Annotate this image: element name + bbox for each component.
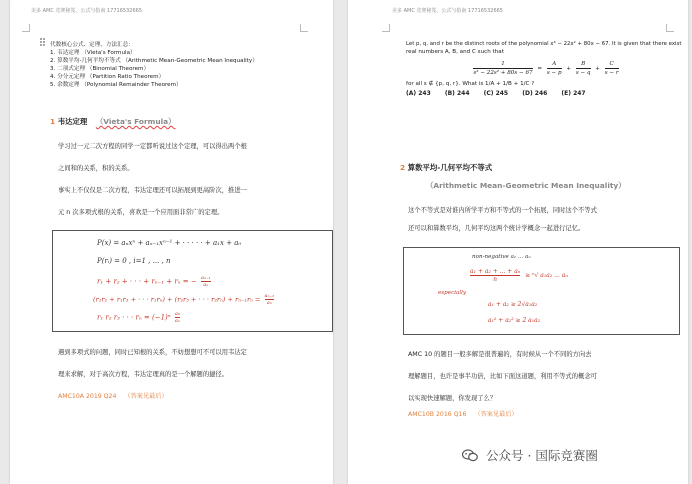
choice-c: (C) 245 — [483, 90, 509, 97]
crop-mark — [382, 24, 390, 32]
choice-e: (E) 247 — [561, 90, 586, 97]
section-title-text: 算数平均-几何平均不等式 — [407, 163, 493, 172]
intro-item: 2. 算数平均-几何平均不等式 （Arithmetic Mean-Geometric Mean Inequality） — [50, 58, 258, 64]
section-title-text: 韦达定理 — [57, 117, 88, 126]
intro-item: 3. 二项式定理 （Binomial Theorem） — [50, 66, 150, 72]
hw-line: non-negative a₁ ... aₙ — [472, 254, 531, 260]
section-title-en: （Arithmetic Mean-Geometric Mean Inequality） — [426, 181, 626, 190]
intro-item: 4. 分分元定理 （Partition Ratio Theorem） — [50, 74, 165, 80]
section-title-amgm — [400, 162, 492, 173]
watermark-text: 公众号 · 国际竞赛圈 — [485, 448, 598, 463]
crop-mark — [300, 24, 308, 32]
intro-list — [50, 41, 258, 89]
paragraph: 遇到多项式的问题，同时已知根的关系，不妨想想可不可以用韦达定 理来求解，对于高次方程，韦达定理真的是一个解题的捷径。 — [58, 349, 247, 378]
hw-line: r₁ r₂ r₃ · · · rₙ = (−1)ⁿ $\frac{\text{a₀}}{\text{aₙ}}$ — [97, 311, 180, 324]
section-number: 1 — [50, 117, 56, 126]
choice-d: (D) 246 — [522, 90, 548, 97]
section-number: 2 — [400, 163, 406, 172]
section-title-vieta — [50, 116, 176, 127]
document-page-left — [10, 0, 333, 484]
page-header: 美多 AMC 竞赛秘笈，公式与指南 17716532665 — [392, 8, 503, 14]
handwritten-formula-box — [403, 247, 680, 335]
equation: $\frac{1}{\text{s³ − 22s² + 80s − 67}}$ = $\frac{A}{s - p}$ + $\frac{B}{s - q}$ + $\frac{C}{s - r}$ — [473, 61, 619, 76]
problem-statement: Let p, q, and r be the distinct roots of the polynomial x³ − 22x² + 80x − 67. It is given that there exist real numbers A, B, and C such that $\frac{1}{\text{s³ − 22s² + 80s − 67}}$ = $\frac{A}{s - p}$ + $\frac{B}{s - q}$ + $\frac{C}{s - r}$ for all s ∉ {p, q, r}. What is 1/A + 1/B + 1/C ? (A) 243 (B) 244 (C) 245 (D) 246 (E) 247 — [406, 40, 686, 98]
hw-line: (r₁r₂ + r₁r₃ + · · · r₁rₙ) + (r₂r₃ + · · · r₂rₙ) + rₙ₋₁rₙ = $\frac{\text{aₙ₋₂}}{\text{aₙ}}$ — [93, 293, 275, 306]
problem-reference: AMC10B 2016 Q16 （答案见最后） — [408, 411, 518, 418]
page-header: 美多 AMC 竞赛秘笈，公式与指南 17716532665 — [31, 8, 142, 14]
answer-choices — [406, 90, 686, 98]
block-drag-handle[interactable] — [40, 38, 46, 48]
section-title-en: （Vieta's Formula） — [95, 117, 176, 126]
intro-item: 5. 余数定理 （Polynomial Remainder Theorem） — [50, 82, 182, 88]
hw-line: P(rᵢ) = 0 , i=1 , ... , n — [97, 257, 171, 265]
choice-a: (A) 243 — [406, 90, 431, 97]
hw-line: r₁ + r₂ + · · · + rₙ₋₁ + rₙ = − $\frac{\text{aₙ₋₁}}{\text{aₙ}}$ — [97, 275, 211, 288]
paragraph: 学习过一元二次方程的同学一定都听说过这个定理，可以得出两个根 之间和的关系，积的关系。 — [58, 143, 247, 172]
hw-line: a₁² + a₂² ≥ 2 a₁a₂ — [488, 317, 541, 324]
hw-line: a₁ + a₂ ≥ 2√a₁a₂ — [488, 301, 538, 308]
choice-b: (B) 244 — [444, 90, 470, 97]
hw-line: P(x) = aₙxⁿ + aₙ₋₁xⁿ⁻¹ + · · · · · + a₁x + a₀ — [97, 239, 242, 247]
problem-reference: AMC10A 2019 Q24 （答案见最后） — [58, 393, 168, 400]
paragraph: 这个不等式是对谁内所学平方和不等式的一个拓展，同时这个不等式 还可以和算数平均，几何平均这两个统计学概念一起进行记忆。 — [408, 207, 597, 232]
handwritten-formula-box — [52, 230, 333, 332]
wechat-watermark — [462, 446, 598, 464]
crop-mark — [666, 24, 674, 32]
intro-item: 1. 韦达定理 （Vieta's Formula） — [50, 50, 136, 56]
document-page-right — [348, 0, 688, 484]
wechat-icon — [462, 449, 478, 462]
paragraph: 事实上不仅仅是二次方程，韦达定理还可以拓展到更高阶次，推进一 元 n 次多项式根的关系，喜欢是一个应用面非常广的定理。 — [58, 187, 247, 216]
paragraph: AMC 10 的题目一般多解是很普遍的，有时候从一个不同的方向去 理解题目，也许是事半功倍，比如下面这道题，利用不等式的概念可 以实现快速解题，你发现了么？ — [408, 351, 597, 402]
hw-line: especially — [438, 290, 467, 296]
hw-line: $\frac{\text{a₁ + a₂ + ... + aₙ}}{n}$ ≥ ⁿ√ a₁a₂ ... aₙ — [470, 268, 568, 283]
crop-mark — [22, 24, 30, 32]
intro-lead: 代数核心公式、定理、方法汇总： — [50, 42, 134, 48]
